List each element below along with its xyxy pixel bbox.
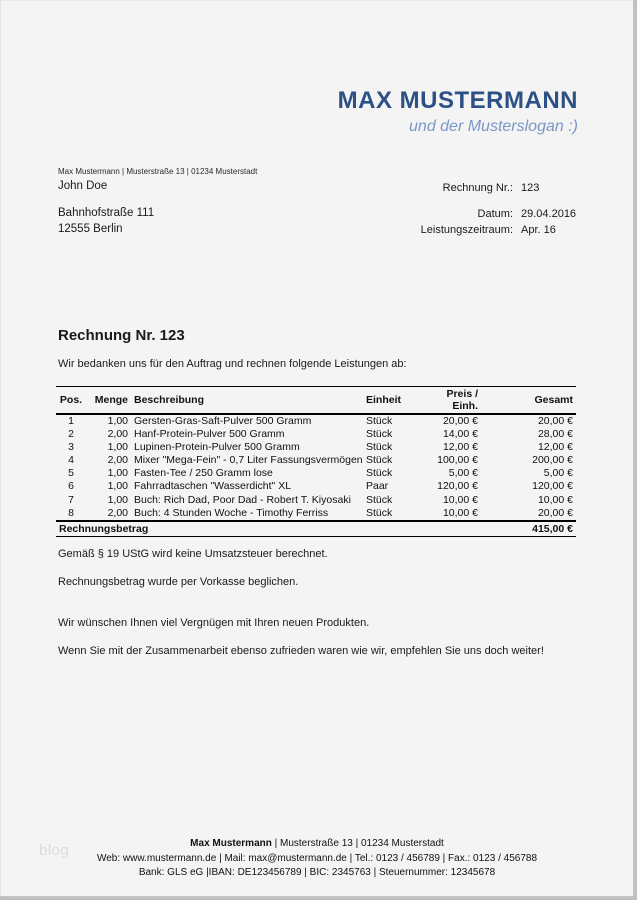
table-cell: 120,00 € bbox=[532, 480, 573, 493]
table-cell: 5 bbox=[68, 467, 74, 480]
invoice-meta bbox=[353, 180, 581, 238]
total-row bbox=[56, 521, 576, 537]
table-cell: 20,00 € bbox=[537, 506, 573, 519]
date-label: Datum: bbox=[477, 208, 513, 220]
footer-contact-line: Web: www.mustermann.de | Mail: max@mustermann.de | Tel.: 0123 / 456789 | Fax.: 0123 / 456788 bbox=[96, 852, 538, 864]
blog-watermark: blog bbox=[39, 842, 70, 859]
recipient-city: 12555 Berlin bbox=[58, 223, 123, 235]
table-cell: 2 bbox=[68, 428, 74, 441]
table-cell: 1,00 bbox=[107, 467, 128, 480]
total-value: 415,00 € bbox=[481, 521, 576, 537]
table-cell: 6 bbox=[68, 480, 74, 493]
table-cell: 20,00 € bbox=[442, 415, 478, 427]
table-cell: Stück bbox=[366, 493, 393, 506]
footer-address-line bbox=[1, 837, 633, 852]
table-cell: Paar bbox=[366, 480, 389, 493]
table-cell: Lupinen-Protein-Pulver 500 Gramm bbox=[134, 441, 300, 454]
column-header-gesamt: Gesamt bbox=[481, 387, 576, 415]
table-cell: Stück bbox=[366, 428, 393, 441]
table-cell: Buch: 4 Stunden Woche - Timothy Ferriss bbox=[134, 506, 329, 519]
service-period-value: Apr. 16 bbox=[521, 224, 556, 236]
footer-company-name: Max Mustermann bbox=[190, 838, 272, 849]
meta-row-service-period bbox=[353, 222, 581, 238]
table-cell: 120,00 € bbox=[437, 480, 478, 493]
table-cell: Buch: Rich Dad, Poor Dad - Robert T. Kiyosaki bbox=[134, 493, 351, 506]
table-cell: 4 bbox=[68, 454, 74, 467]
service-period-label: Leistungszeitraum: bbox=[420, 224, 513, 236]
table-cell: 8 bbox=[68, 506, 74, 519]
table-cell: 1,00 bbox=[107, 493, 128, 506]
table-cell: Hanf-Protein-Pulver 500 Gramm bbox=[134, 428, 285, 441]
table-row bbox=[56, 454, 576, 467]
table-row bbox=[56, 507, 576, 521]
invoice-table-body bbox=[56, 414, 576, 521]
date-value: 29.04.2016 bbox=[521, 208, 577, 220]
table-cell: 12,00 € bbox=[442, 441, 478, 454]
table-cell: Gersten-Gras-Saft-Pulver 500 Gramm bbox=[134, 415, 312, 427]
invoice-number-value: 123 bbox=[521, 182, 540, 194]
table-cell: 5,00 € bbox=[543, 467, 573, 480]
line-items-table bbox=[56, 386, 576, 537]
table-cell: Fasten-Tee / 250 Gramm lose bbox=[134, 467, 273, 480]
payment-note: Rechnungsbetrag wurde per Vorkasse beglichen. bbox=[58, 576, 299, 588]
column-header-beschreibung: Beschreibung bbox=[131, 387, 363, 415]
table-row bbox=[56, 480, 576, 493]
column-header-preis: Preis / Einh. bbox=[421, 387, 481, 415]
table-cell: 2,00 bbox=[107, 454, 128, 467]
table-cell: 2,00 bbox=[107, 506, 128, 519]
table-row bbox=[56, 414, 576, 428]
closing-line-2: Wenn Sie mit der Zusammenarbeit ebenso zufrieden waren wie wir, empfehlen Sie uns doch weiter! bbox=[58, 645, 544, 657]
total-label: Rechnungsbetrag bbox=[56, 521, 481, 537]
document-title: Rechnung Nr. 123 bbox=[58, 327, 185, 344]
table-cell: 20,00 € bbox=[537, 415, 573, 427]
table-cell: 1,00 bbox=[107, 480, 128, 493]
closing-line-1: Wir wünschen Ihnen viel Vergnügen mit Ihren neuen Produkten. bbox=[58, 617, 370, 629]
recipient-street: Bahnhofstraße 111 bbox=[58, 207, 155, 219]
invoice-number-label: Rechnung Nr.: bbox=[442, 182, 513, 194]
table-header-row bbox=[56, 387, 576, 415]
sender-return-address: Max Mustermann | Musterstraße 13 | 01234 Musterstadt bbox=[58, 167, 258, 176]
table-cell: 1,00 bbox=[107, 441, 128, 454]
footer-address-rest: | Musterstraße 13 | 01234 Musterstadt bbox=[271, 838, 444, 849]
table-cell: Stück bbox=[366, 441, 393, 454]
table-cell: 10,00 € bbox=[537, 493, 573, 506]
table-cell: 5,00 € bbox=[448, 467, 478, 480]
column-header-einheit: Einheit bbox=[363, 387, 421, 415]
table-cell: 7 bbox=[68, 493, 74, 506]
table-cell: 200,00 € bbox=[532, 454, 573, 467]
table-row bbox=[56, 467, 576, 480]
recipient-name: John Doe bbox=[58, 180, 108, 192]
table-cell: Mixer "Mega-Fein" - 0,7 Liter Fassungsvermögen bbox=[134, 454, 363, 467]
table-cell: Stück bbox=[366, 454, 393, 467]
table-cell: 12,00 € bbox=[537, 441, 573, 454]
column-header-menge: Menge bbox=[86, 387, 131, 415]
column-header-pos: Pos. bbox=[56, 387, 86, 415]
table-cell: 3 bbox=[68, 441, 74, 454]
tax-note: Gemäß § 19 UStG wird keine Umsatzsteuer berechnet. bbox=[58, 548, 328, 560]
table-cell: 10,00 € bbox=[442, 493, 478, 506]
intro-text: Wir bedanken uns für den Auftrag und rechnen folgende Leistungen ab: bbox=[58, 358, 407, 370]
table-cell: 100,00 € bbox=[437, 454, 478, 467]
letterhead bbox=[338, 87, 578, 136]
table-cell: 2,00 bbox=[107, 428, 128, 441]
meta-row-invoice-number bbox=[353, 180, 581, 196]
table-cell: Fahrradtaschen "Wasserdicht" XL bbox=[134, 480, 292, 493]
table-row bbox=[56, 428, 576, 441]
table-cell: 28,00 € bbox=[537, 428, 573, 441]
company-name: MAX MUSTERMANN bbox=[337, 87, 578, 114]
table-cell: Stück bbox=[366, 415, 393, 427]
company-slogan: und der Musterslogan :) bbox=[409, 118, 578, 135]
table-cell: 14,00 € bbox=[442, 428, 478, 441]
footer-bank-line: Bank: GLS eG |IBAN: DE123456789 | BIC: 2345763 | Steuernummer: 12345678 bbox=[138, 867, 496, 878]
table-cell: 1,00 bbox=[107, 415, 128, 427]
table-cell: Stück bbox=[366, 467, 393, 480]
table-cell: 1 bbox=[68, 415, 74, 427]
table-row bbox=[56, 441, 576, 454]
footer bbox=[1, 837, 633, 881]
table-cell: Stück bbox=[366, 506, 393, 519]
table-row bbox=[56, 494, 576, 507]
meta-row-date bbox=[353, 206, 581, 222]
table-cell: 10,00 € bbox=[442, 506, 478, 519]
